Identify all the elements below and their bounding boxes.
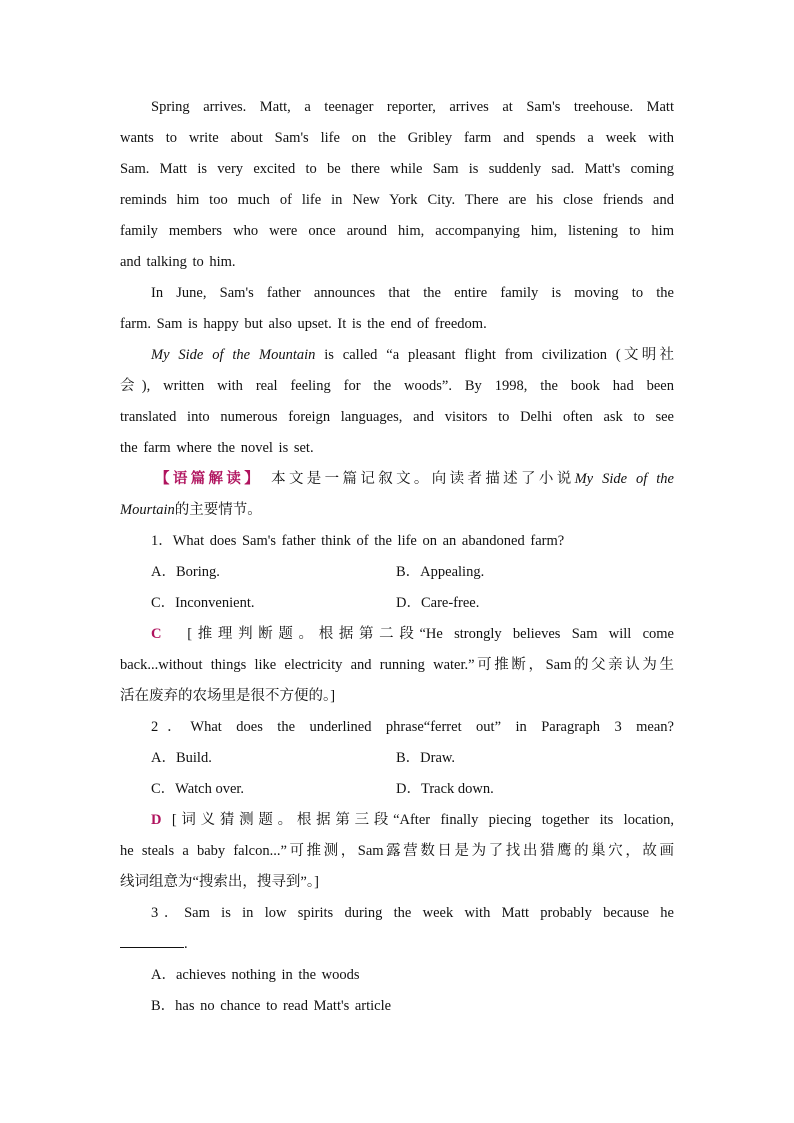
option-d: D．Care-free. — [396, 595, 480, 611]
option-a: A．Build. — [151, 750, 212, 766]
text-line — [120, 340, 674, 371]
text-line — [120, 464, 674, 495]
option-b: B．has no chance to read Matt's article — [151, 998, 392, 1014]
text-span: 的主要情节。 — [174, 502, 262, 518]
answer-letter: C — [151, 626, 162, 642]
options-row — [120, 743, 674, 774]
options-row — [120, 774, 674, 805]
text-line: Sam. Matt is very excited to be there while Sam is suddenly sad. Matt's coming — [120, 161, 674, 177]
explanation-line: back...without things like electricity and running water.”可推断，Sam的父亲认为生 — [120, 657, 674, 673]
text-line: wants to write about Sam's life on the Gribley farm and spends a week with — [120, 130, 674, 146]
explanation-line: he steals a baby falcon...”可推测，Sam露营数日是为了找出猎鹰的巢穴，故画 — [120, 843, 674, 859]
text-span: . — [184, 936, 188, 952]
text-line: translated into numerous foreign languages, and visitors to Delhi often ask to see — [120, 409, 674, 425]
question-3 — [120, 898, 674, 1022]
answer-blank — [120, 933, 184, 948]
text-span: [推理判断题。根据第二段“He strongly believes Sam will come — [187, 626, 674, 642]
answer-letter: D — [151, 812, 162, 828]
answer-blank-line — [120, 929, 674, 960]
book-title: Mourtain — [120, 502, 175, 518]
text-line: reminds him too much of life in New York City. There are his close friends and — [120, 192, 674, 208]
option-c: C．Inconvenient. — [151, 595, 255, 611]
explanation-line — [120, 619, 674, 650]
text-span: is called “a pleasant flight from civilization (文明社 — [315, 347, 674, 363]
text-line: the farm where the novel is set. — [120, 440, 314, 456]
text-line: family members who were once around him, accompanying him, listening to him — [120, 223, 674, 239]
explanation-line: 线词组意为“搜索出，搜寻到”。] — [120, 874, 319, 890]
book-title: My Side of the — [574, 471, 674, 487]
text-line: 会), written with real feeling for the woods”. By 1998, the book had been — [120, 378, 674, 394]
question-stem: 1．What does Sam's father think of the life on an abandoned farm? — [151, 533, 565, 549]
option-b: B．Draw. — [396, 750, 456, 766]
explanation-line — [120, 805, 674, 836]
text-line — [120, 495, 674, 526]
option-a: A．Boring. — [151, 564, 220, 580]
text-line: farm. Sam is happy but also upset. It is the end of freedom. — [120, 316, 487, 332]
book-title: My Side of the Mountain — [151, 347, 316, 363]
question-stem: 3．Sam is in low spirits during the week with Matt probably because he — [151, 905, 674, 921]
option-d: D．Track down. — [396, 781, 494, 797]
explanation-line: 活在废弃的农场里是很不方便的。] — [120, 688, 336, 704]
passage-paragraph-3 — [120, 340, 674, 464]
question-2 — [120, 712, 674, 898]
text-line: Spring arrives. Matt, a teenager reporter, arrives at Sam's treehouse. Matt — [151, 99, 674, 115]
options-row — [120, 588, 674, 619]
option-b: B．Appealing. — [396, 564, 485, 580]
option-a: A．achieves nothing in the woods — [151, 967, 360, 983]
text-span: [词义猜测题。根据第三段“After finally piecing together its location, — [171, 812, 674, 828]
text-line: In June, Sam's father announces that the entire family is moving to the — [151, 285, 674, 301]
question-1 — [120, 526, 674, 712]
analysis-tag: 【语篇解读】 — [155, 471, 263, 487]
reading-analysis — [120, 464, 674, 526]
passage-paragraph-1 — [120, 92, 674, 278]
document-page — [120, 92, 674, 1022]
text-line: and talking to him. — [120, 254, 236, 270]
text-span: 本文是一篇记叙文。向读者描述了小说 — [262, 471, 575, 487]
options-row — [120, 557, 674, 588]
question-stem: 2．What does the underlined phrase“ferret out” in Paragraph 3 mean? — [151, 719, 674, 735]
option-c: C．Watch over. — [151, 781, 245, 797]
passage-paragraph-2 — [120, 278, 674, 340]
